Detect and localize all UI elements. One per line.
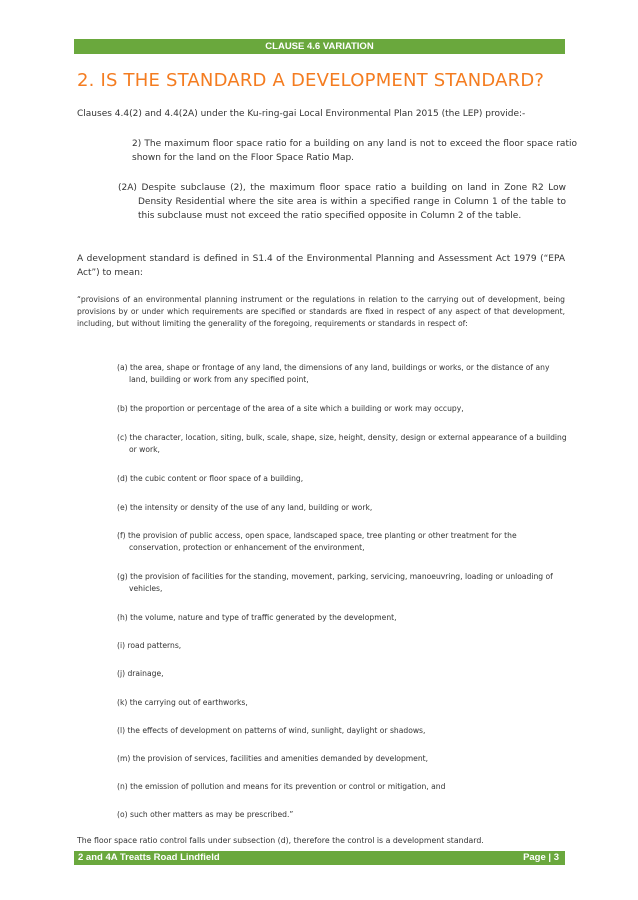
list-item-e: (e) the intensity or density of the use of any land, building or work, (117, 503, 373, 512)
list-item-m: (m) the provision of services, facilities and amenities demanded by development, (117, 754, 429, 763)
list-item-l: (l) the effects of development on patterns of wind, sunlight, daylight or shadows, (117, 726, 426, 735)
footer-address: 2 and 4A Treatts Road Lindfield (78, 852, 220, 863)
list-item-g: (g) the provision of facilities for the standing, movement, parking, servicing, manoeuvring, loading or unloading of vehicles, (117, 572, 553, 593)
footer-bar (74, 851, 565, 865)
list-item-n: (n) the emission of pollution and means for its prevention or control or mitigation, and (117, 782, 446, 791)
header-title: CLAUSE 4.6 VARIATION (265, 41, 374, 52)
definition-intro: A development standard is defined in S1.4 of the Environmental Planning and Assessment Act 1979 (“EPA Act”) to mean: (77, 254, 565, 278)
clause-2-text: 2) The maximum floor space ratio for a building on any land is not to exceed the floor space ratio shown for the land on the Floor Space Ratio Map. (132, 139, 577, 163)
list-item-c: (c) the character, location, siting, bulk, scale, shape, size, height, density, design or external appearance of a building or work, (117, 433, 567, 454)
list-item-o: (o) such other matters as may be prescribed.” (117, 810, 294, 819)
clause-2a-text: (2A) Despite subclause (2), the maximum floor space ratio a building on land in Zone R2 Low Density Residential where the site area is within a specified range in Column 1 of the table to this subclause must not exceed the ratio specified opposite in Column 2 of the table. (118, 183, 566, 221)
intro-paragraph: Clauses 4.4(2) and 4.4(2A) under the Ku-ring-gai Local Environmental Plan 2015 (the LEP) provide:- (77, 109, 526, 119)
clause-2a (118, 181, 566, 223)
list-item-i: (i) road patterns, (117, 641, 182, 650)
definition-quote: “provisions of an environmental planning instrument or the regulations in relation to the carrying out of development, being provisions by or under which requirements are specified or standards are fixed in respect of any aspect of that development, including, but without limiting the generality of the foregoing, requirements or standards in respect of: (77, 295, 565, 328)
list-item-h: (h) the volume, nature and type of traffic generated by the development, (117, 613, 397, 622)
list-item-f: (f) the provision of public access, open space, landscaped space, tree planting or other treatment for the conservation, protection or enhancement of the environment, (117, 531, 517, 552)
list-item-j: (j) drainage, (117, 669, 164, 678)
clause-2 (120, 137, 577, 165)
list-item-k: (k) the carrying out of earthworks, (117, 698, 248, 707)
header-bar (74, 39, 565, 54)
footer-page-number: Page | 3 (523, 852, 559, 863)
page-heading: 2. IS THE STANDARD A DEVELOPMENT STANDARD? (77, 70, 545, 91)
conclusion-paragraph: The floor space ratio control falls under subsection (d), therefore the control is a development standard. (77, 836, 484, 845)
list-item-d: (d) the cubic content or floor space of a building, (117, 474, 304, 483)
list-item-b: (b) the proportion or percentage of the area of a site which a building or work may occupy, (117, 404, 464, 413)
list-item-a: (a) the area, shape or frontage of any land, the dimensions of any land, buildings or works, or the distance of any land, building or work from any specified point, (117, 363, 550, 384)
